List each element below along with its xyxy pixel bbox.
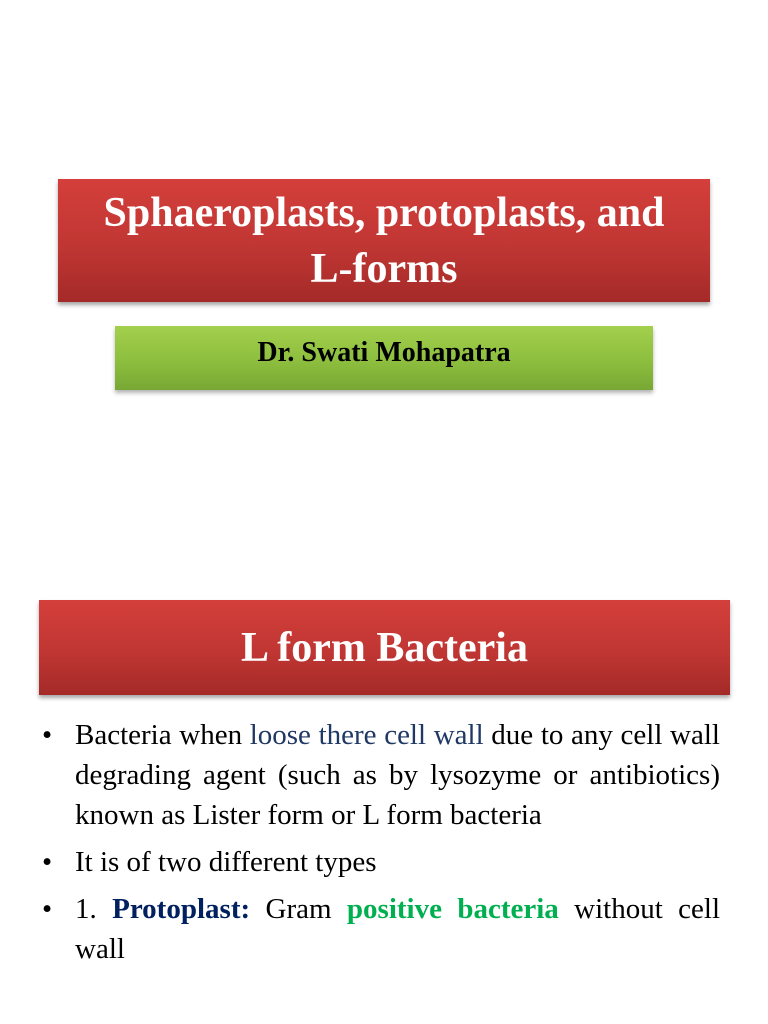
bullet-text: without cell wall: [75, 893, 721, 965]
bullet-icon: •: [42, 846, 53, 878]
bullet-list: [40, 715, 720, 976]
title-banner: [58, 179, 710, 302]
slide-title-text: [96, 185, 673, 297]
bullet-text: due to any cell wall degrading agent (such as by lysozyme or antibiotics) known as Lister form or L form bacteria: [75, 719, 720, 831]
section-title: L form Bacteria: [241, 624, 528, 671]
bullet-text: It is of two different types: [75, 846, 377, 878]
bullet-text: Bacteria when: [75, 719, 250, 751]
bullet-text: Gram: [250, 893, 347, 925]
highlight-loose-cell-wall: loose there cell wall: [249, 719, 484, 751]
bullet-text: 1.: [75, 893, 113, 925]
section-banner: [39, 600, 730, 695]
title-line-2: L-forms: [310, 245, 458, 292]
term-protoplast: Protoplast:: [112, 893, 251, 925]
slide-l-form-bacteria: [0, 560, 768, 1024]
author-banner: [115, 326, 653, 390]
bullet-item: [40, 889, 720, 969]
highlight-positive-bacteria: positive bacteria: [346, 893, 559, 925]
bullet-icon: •: [42, 719, 53, 751]
author-name: Dr. Swati Mohapatra: [257, 337, 511, 368]
bullet-item: [40, 842, 720, 882]
bullet-item: [40, 715, 720, 835]
bullet-icon: •: [42, 893, 53, 925]
title-line-1: Sphaeroplasts, protoplasts, and: [103, 189, 665, 236]
